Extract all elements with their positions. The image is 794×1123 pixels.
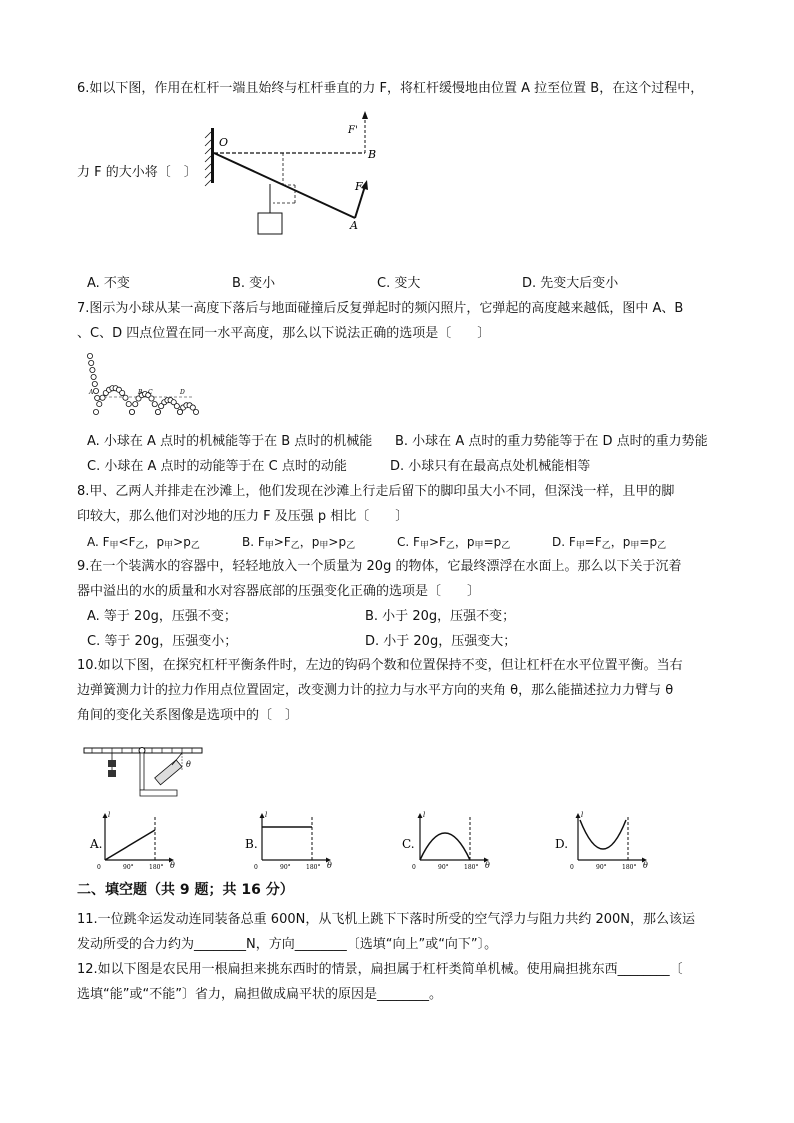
q7-stem: 7.图示为小球从某一高度下落后与地面碰撞后反复弹起时的频闪照片，它弹起的高度越来越低，图中 A、B [77, 301, 684, 316]
tick-0: 0 [97, 864, 101, 871]
y-axis-arrow-icon [103, 811, 111, 819]
tick-90: 90° [596, 864, 607, 871]
section-title: 二、填空题（共 9 题；共 16 分） [77, 882, 294, 898]
f-prime-arrow-icon [362, 111, 368, 119]
graph-label: B. [245, 837, 258, 851]
ball [93, 409, 98, 414]
label-a: A [350, 219, 358, 232]
q10-graphs [0, 810, 794, 872]
q6-option-b[interactable]: B. 变小 [232, 276, 276, 291]
label-f: F [355, 180, 363, 193]
graph-curve [105, 830, 155, 860]
ball [152, 402, 157, 407]
ball [92, 381, 97, 386]
ball [120, 390, 125, 395]
x-axis-label: θ [643, 861, 648, 870]
q9-option-d[interactable]: D. 小于 20g，压强变大； [365, 634, 517, 649]
ball [93, 388, 98, 393]
q8-option-d[interactable]: D. $F_甲=F_乙$，$p_甲=p_乙$ [552, 535, 667, 551]
spring-scale [155, 760, 182, 785]
label-f-prime: F' [348, 125, 358, 136]
q9-stem: 9.在一个装满水的容器中，轻轻地放入一个质量为 20g 的物体，它最终漂浮在水面上。那么以下关于沉着 [77, 559, 682, 574]
x-axis-label: θ [327, 861, 332, 870]
ball [100, 395, 105, 400]
q8-option-c[interactable]: C. $F_甲>F_乙$，$p_甲=p_乙$ [397, 535, 511, 551]
y-axis-label: l [581, 811, 584, 819]
ball [87, 353, 92, 358]
ball [155, 409, 160, 414]
q8-stem-2: 印较大，那么他们对沙地的压力 F 及压强 p 相比〔 〕 [77, 509, 409, 524]
tick-0: 0 [412, 864, 416, 871]
q7-option-d[interactable]: D. 小球只有在最高点处机械能相等 [390, 459, 591, 474]
q7-option-a[interactable]: A. 小球在 A 点时的机械能等于在 B 点时的机械能 [87, 434, 373, 449]
y-axis-label: l [108, 811, 111, 819]
y-axis-label: l [423, 811, 426, 819]
x-axis-label: θ [485, 861, 490, 870]
ball [193, 409, 198, 414]
ball [174, 404, 179, 409]
ball [123, 395, 128, 400]
label-a: A [89, 389, 94, 396]
q7-bounce-figure [82, 352, 212, 424]
ball [90, 367, 95, 372]
q8-option-a[interactable]: A. $F_甲<F_乙$，$p_甲>p_乙$ [87, 535, 200, 551]
q11-stem-2: 发动所受的合力约为________N，方向________〔选填“向上”或“向下”〕。 [77, 937, 498, 952]
label-c: C [148, 389, 153, 396]
ball [149, 396, 154, 401]
q10-lever-figure [82, 740, 207, 800]
q11-stem: 11.一位跳伞运发动连同装备总重 600N，从飞机上跳下下落时所受的空气浮力与阻力共约 200N，那么该运 [77, 912, 696, 927]
label-o: O [219, 136, 229, 149]
q9-option-b[interactable]: B. 小于 20g，压强不变； [365, 609, 516, 624]
tick-180: 180° [149, 864, 164, 871]
ball [89, 360, 94, 365]
q6-option-d[interactable]: D. 先变大后变小 [522, 276, 619, 291]
lever-position-a [214, 153, 355, 218]
graph-curve [580, 820, 626, 849]
label-d: D [180, 389, 185, 396]
theta-label: θ [186, 760, 191, 769]
y-axis-arrow-icon [418, 811, 426, 819]
q8-option-b[interactable]: B. $F_甲>F_乙$，$p_甲>p_乙$ [242, 535, 356, 551]
tick-90: 90° [438, 864, 449, 871]
q6-option-c[interactable]: C. 变大 [377, 276, 421, 291]
tick-0: 0 [570, 864, 574, 871]
ball [97, 401, 102, 406]
tick-0: 0 [254, 864, 258, 871]
y-axis-label: l [265, 811, 268, 819]
graph-curve [420, 833, 470, 860]
tick-180: 180° [306, 864, 321, 871]
label-b: B [138, 389, 143, 396]
q10-stem-2: 边弹簧测力计的拉力作用点位置固定，改变测力计的拉力与水平方向的夹角 θ，那么能描述拉力力臂与 θ [77, 683, 674, 698]
y-axis-arrow-icon [260, 811, 268, 819]
q10-stem-3: 角间的变化关系图像是选项中的〔 〕 [77, 708, 299, 723]
wall-hatch [205, 132, 211, 186]
ball [95, 395, 100, 400]
ball [129, 409, 134, 414]
q10-stem: 10.如以下图，在探究杠杆平衡条件时，左边的钩码个数和位置保持不变，但让杠杆在水平位置平衡。当右 [77, 658, 683, 673]
q8-stem: 8.甲、乙两人并排走在沙滩上，他们发现在沙滩上行走后留下的脚印虽大小不同，但深浅一样，且甲的脚 [77, 484, 675, 499]
ball [133, 402, 138, 407]
tick-180: 180° [464, 864, 479, 871]
q6-stem: 6.如以下图，作用在杠杆一端且始终与杠杆垂直的力 F，将杠杆缓慢地由位置 A 拉至位置 B，在这个过程中， [77, 81, 704, 96]
q12-stem: 12.如以下图是农民用一根扁担来挑东西时的情景，扁担属于杠杆类简单机械。使用扁担挑东西________〔 [77, 962, 683, 977]
q6-option-a[interactable]: A. 不变 [87, 276, 130, 291]
q9-stem-2: 器中溢出的水的质量和水对容器底部的压强变化正确的选项是〔 〕 [77, 584, 481, 599]
hook-weight-2 [108, 770, 116, 777]
graph-label: A. [90, 837, 103, 851]
q12-stem-2: 选填“能”或“不能”〕省力，扁担做成扁平状的原因是________。 [77, 987, 442, 1002]
stand [140, 753, 144, 790]
q7-option-c[interactable]: C. 小球在 A 点时的动能等于在 C 点时的动能 [87, 459, 347, 474]
tick-90: 90° [123, 864, 134, 871]
hanging-block [258, 213, 282, 234]
tick-90: 90° [280, 864, 291, 871]
q7-stem-2: 、C、D 四点位置在同一水平高度，那么以下说法正确的选项是〔 〕 [77, 326, 491, 341]
hook-weight-1 [108, 760, 116, 767]
q7-option-b[interactable]: B. 小球在 A 点时的重力势能等于在 D 点时的重力势能 [395, 434, 708, 449]
q6-lever-figure [205, 108, 385, 238]
q6-stem-2: 力 F 的大小将〔 〕 [77, 165, 197, 180]
q9-option-c[interactable]: C. 等于 20g，压强变小； [87, 634, 238, 649]
y-axis-arrow-icon [576, 811, 584, 819]
x-axis-label: θ [170, 861, 175, 870]
tick-180: 180° [622, 864, 637, 871]
q9-option-a[interactable]: A. 等于 20g，压强不变； [87, 609, 237, 624]
wall [211, 128, 214, 183]
graph-label: C. [402, 837, 415, 851]
ball [126, 401, 131, 406]
label-b: B [368, 148, 377, 161]
ball [91, 374, 96, 379]
graph-label: D. [555, 837, 569, 851]
